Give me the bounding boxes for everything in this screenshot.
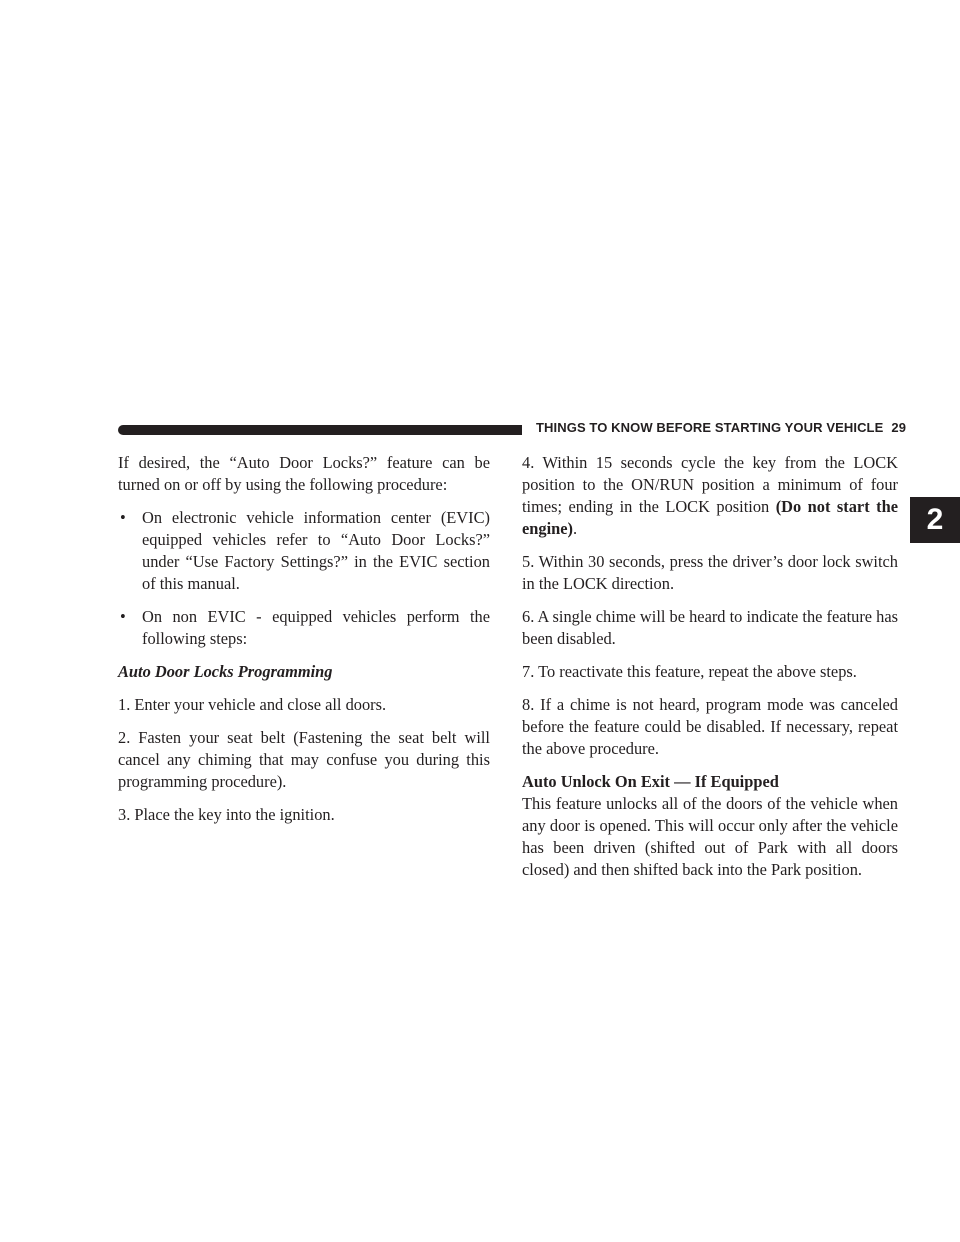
bullet-text: On electronic vehicle information center (EVIC) equipped vehicles refer to “Auto Door Locks?” under “Use Factory Settings?” in the EVIC section of this manual.	[142, 508, 490, 593]
left-column	[118, 452, 490, 837]
step-paragraph: 7. To reactivate this feature, repeat the above steps.	[522, 662, 857, 681]
chapter-tab: 2	[910, 497, 960, 543]
step-end: .	[573, 519, 578, 538]
step-paragraph: 2. Fasten your seat belt (Fastening the seat belt will cancel any chiming that may confuse you during this programming procedure).	[118, 728, 490, 791]
header-title: THINGS TO KNOW BEFORE STARTING YOUR VEHICLE	[536, 420, 884, 435]
step-bold-warning: (Do not start the engine)	[522, 497, 898, 538]
step-paragraph	[522, 452, 898, 540]
step-paragraph: 3. Place the key into the ignition.	[118, 805, 335, 824]
step-text: 4. Within 15 seconds cycle the key from the LOCK position to the ON/RUN position a minimum of four times; ending in the LOCK position	[522, 453, 898, 516]
list-item	[118, 606, 490, 650]
step-paragraph: 8. If a chime is not heard, program mode was canceled before the feature could be disabled. If necessary, repeat the above procedure.	[522, 695, 898, 758]
header-rule	[118, 425, 522, 435]
bullet-glyph: •	[120, 607, 126, 626]
step-paragraph: 1. Enter your vehicle and close all doors.	[118, 695, 387, 714]
page-number: 29	[891, 420, 907, 435]
bullet-glyph: •	[120, 508, 126, 527]
step-paragraph: 6. A single chime will be heard to indicate the feature has been disabled.	[522, 607, 898, 648]
intro-paragraph: If desired, the “Auto Door Locks?” feature can be turned on or off by using the following procedure:	[118, 453, 490, 494]
step-paragraph: 5. Within 30 seconds, press the driver’s door lock switch in the LOCK direction.	[522, 552, 898, 593]
body-paragraph: This feature unlocks all of the doors of the vehicle when any door is opened. This will occur only after the vehicle has been driven (shifted out of Park with all doors closed) and then shifted back into the Park position.	[522, 794, 898, 879]
list-item	[118, 507, 490, 595]
bullet-text: On non EVIC - equipped vehicles perform the following steps:	[142, 607, 490, 648]
section-heading: Auto Door Locks Programming	[118, 662, 333, 681]
section-heading: Auto Unlock On Exit — If Equipped	[522, 772, 779, 791]
right-column	[522, 452, 898, 892]
running-header	[536, 420, 908, 435]
